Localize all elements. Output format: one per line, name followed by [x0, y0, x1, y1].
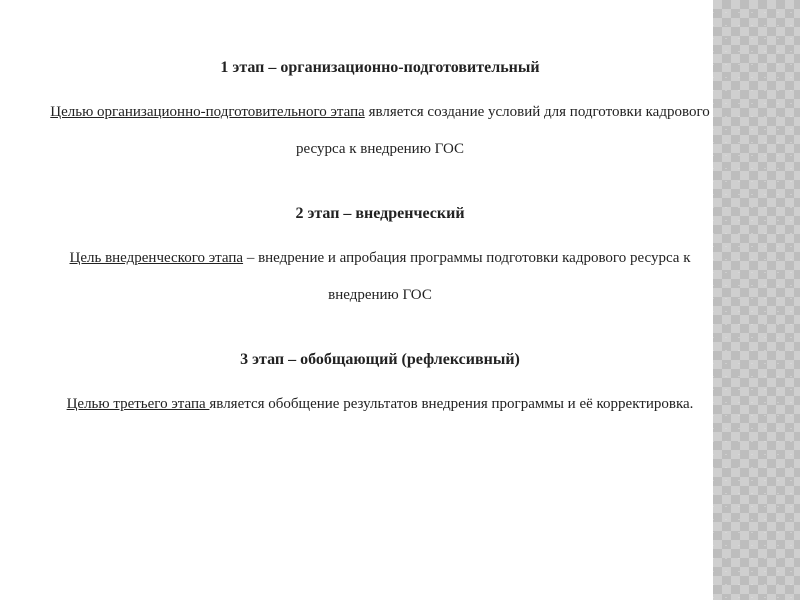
stage-2-description [40, 240, 720, 314]
stage-1-title: 1 этап – организационно-подготовительный [220, 59, 540, 76]
stage-3-description [40, 386, 720, 423]
stage-1-text: является создание условий для подготовки кадрового ресурса к внедрению ГОС [296, 104, 710, 157]
stage-2-text: – внедрение и апробация программы подготовки кадрового ресурса к внедрению ГОС [243, 250, 691, 303]
stage-1-block [40, 58, 720, 168]
stage-3-block [40, 350, 720, 423]
stage-2-underlined-lead: Цель внедренческого этапа [69, 250, 244, 266]
stage-2-title: 2 этап – внедренческий [295, 205, 465, 222]
slide-content [40, 58, 720, 459]
stage-3-title: 3 этап – обобщающий (рефлексивный) [240, 351, 520, 368]
stage-1-description [40, 94, 720, 168]
stage-3-text: является обобщение результатов внедрения программы и её корректировка. [209, 396, 694, 412]
decorative-side-pattern [713, 0, 800, 600]
stage-3-underlined-lead: Целью третьего этапа [66, 396, 210, 412]
stage-1-underlined-lead: Целью организационно-подготовительного этапа [50, 104, 365, 120]
stage-2-block [40, 204, 720, 314]
